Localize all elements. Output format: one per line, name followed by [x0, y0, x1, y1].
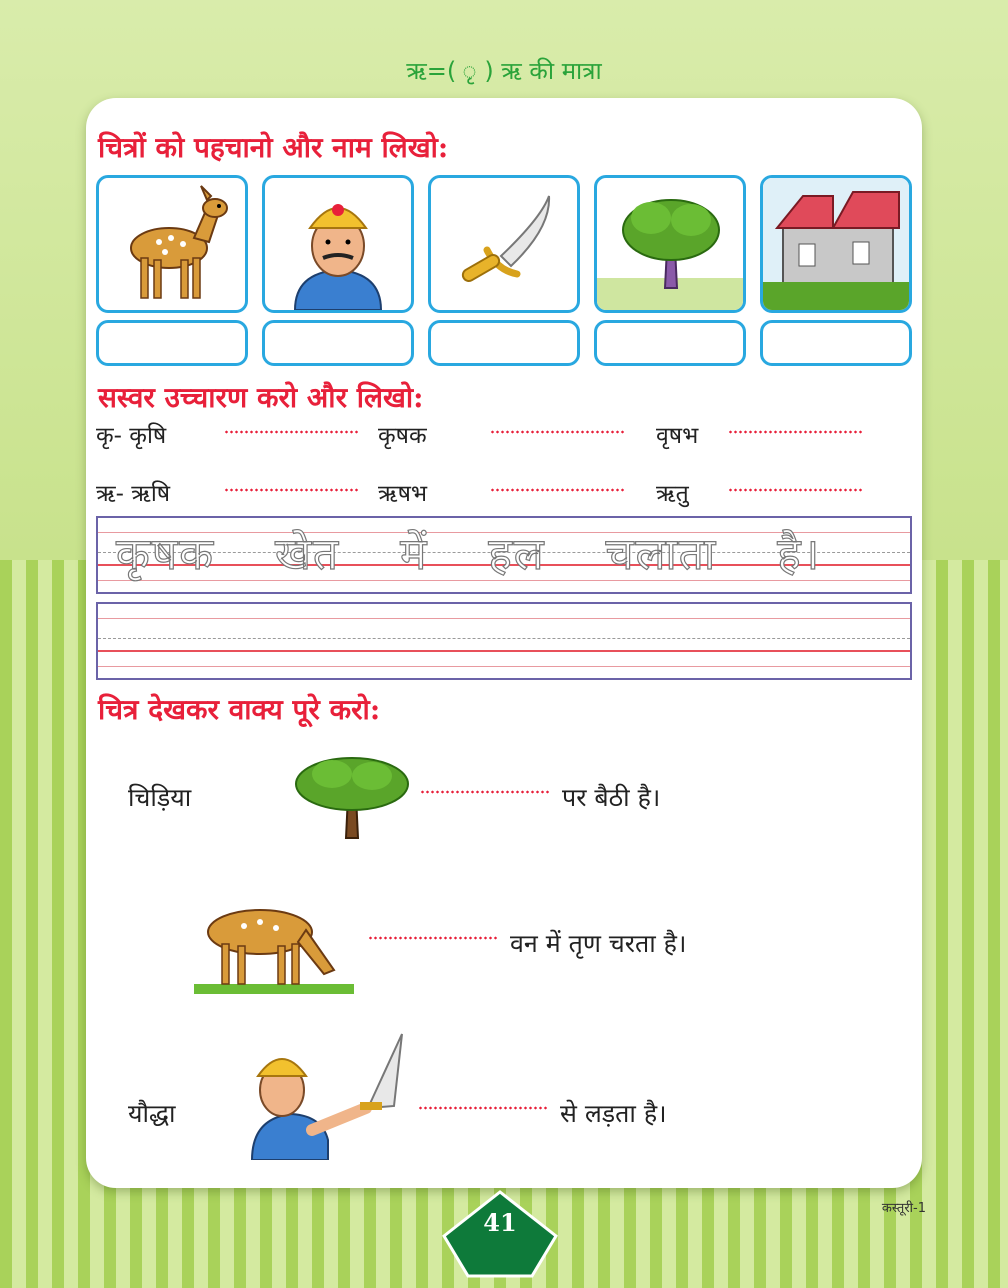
book-footer-label: कस्तूरी-1: [881, 1201, 926, 1216]
write-dots[interactable]: [490, 488, 625, 492]
sword-icon: [431, 178, 577, 310]
word: ऋषभ: [378, 481, 428, 507]
trace-word: कृषक: [116, 529, 216, 580]
picture-row: [96, 175, 912, 313]
name-input-box-4[interactable]: [594, 320, 746, 366]
picture-box-king: [262, 175, 414, 313]
answer-dots-3[interactable]: [418, 1106, 548, 1110]
section-title-complete: चित्र देखकर वाक्य पूरे करो:: [98, 693, 381, 726]
word: वृषभ: [656, 423, 699, 449]
trace-word: चलाता: [605, 529, 718, 580]
tracing-band: [96, 516, 912, 594]
sentence-1-start: चिड़िया: [128, 783, 192, 812]
name-input-box-3[interactable]: [428, 320, 580, 366]
trace-word: खेत: [275, 529, 341, 580]
sentence-2-end: वन में तृण चरता है।: [510, 929, 687, 958]
write-dots[interactable]: [728, 488, 863, 492]
section-title-identify: चित्रों को पहचानो और नाम लिखो:: [98, 131, 449, 164]
tree-icon: [292, 746, 412, 842]
grazing-deer-icon: [194, 890, 354, 1000]
deer-icon: [99, 178, 245, 310]
write-dots[interactable]: [490, 430, 625, 434]
word-prefix: ऋ- ऋषि: [96, 481, 171, 507]
word: ऋतु: [656, 481, 689, 507]
name-input-box-1[interactable]: [96, 320, 248, 366]
write-dots[interactable]: [728, 430, 863, 434]
picture-box-house: [760, 175, 912, 313]
write-dots[interactable]: [224, 488, 359, 492]
trace-word: में: [400, 529, 429, 580]
king-icon: [265, 178, 411, 310]
tree-icon: [597, 178, 743, 310]
word-line-1: [96, 418, 906, 476]
answer-dots-2[interactable]: [368, 936, 498, 940]
name-input-box-5[interactable]: [760, 320, 912, 366]
trace-word: हल: [488, 529, 546, 580]
worksheet-card: [86, 98, 922, 1188]
sentence-3-end: से लड़ता है।: [560, 1099, 667, 1128]
write-dots[interactable]: [224, 430, 359, 434]
warrior-icon: [242, 1030, 412, 1160]
house-icon: [763, 178, 909, 310]
picture-box-sword: [428, 175, 580, 313]
picture-box-deer: [96, 175, 248, 313]
trace-sentence: [116, 522, 865, 582]
name-input-box-2[interactable]: [262, 320, 414, 366]
answer-dots-1[interactable]: [420, 790, 550, 794]
sentence-3-start: यौद्धा: [128, 1099, 176, 1128]
word: कृषक: [378, 423, 427, 449]
page-number: 41: [483, 1208, 517, 1237]
sentence-1-end: पर बैठी है।: [562, 783, 661, 812]
picture-box-tree: [594, 175, 746, 313]
name-answer-row: [96, 320, 912, 366]
trace-word: है।: [777, 529, 822, 580]
section-title-pronounce: सस्वर उच्चारण करो और लिखो:: [98, 381, 424, 414]
writing-band[interactable]: [96, 602, 912, 680]
word-prefix: कृ- कृषि: [96, 423, 167, 449]
page-heading: ऋ=( ृ ) ऋ की मात्रा: [406, 57, 602, 85]
